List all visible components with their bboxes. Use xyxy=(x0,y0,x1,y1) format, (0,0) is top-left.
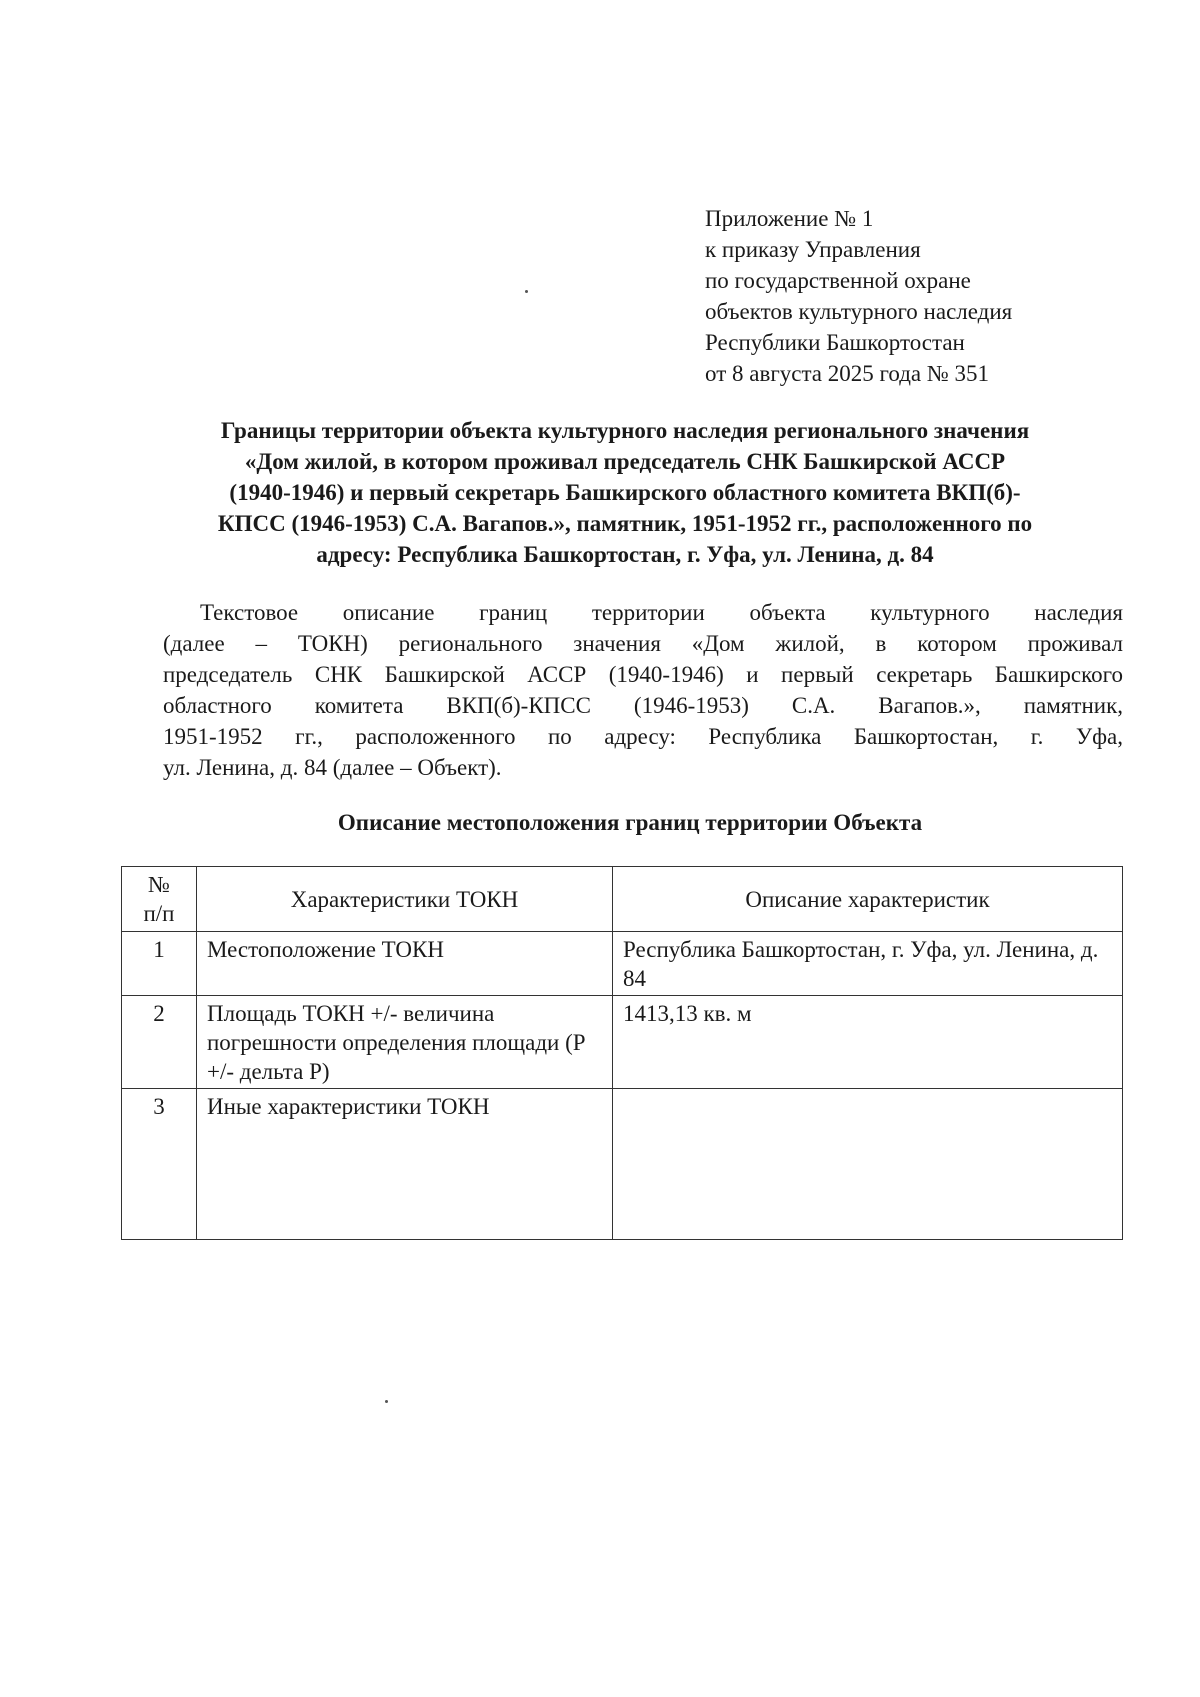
table-row xyxy=(122,996,1123,1089)
appendix-line: к приказу Управления xyxy=(705,237,921,262)
appendix-line: Республики Башкортостан xyxy=(705,330,965,355)
cell-description xyxy=(613,1089,1123,1240)
header-characteristic: Характеристики ТОКН xyxy=(197,867,613,932)
scan-speck xyxy=(385,1400,388,1403)
intro-line: Текстовое описание границ территории объекта культурного наследия xyxy=(200,600,1123,625)
header-description: Описание характеристик xyxy=(613,867,1123,932)
appendix-line: от 8 августа 2025 года № 351 xyxy=(705,361,990,386)
cell-num: 1 xyxy=(122,932,197,996)
table-row xyxy=(122,1089,1123,1240)
title-line: «Дом жилой, в котором проживал председатель СНК Башкирской АССР xyxy=(244,449,1006,474)
appendix-line: Приложение № 1 xyxy=(705,206,874,231)
intro-paragraph xyxy=(163,597,1123,783)
scan-speck xyxy=(525,290,528,293)
header-num-text: № п/п xyxy=(143,872,175,926)
title-line: (1940-1946) и первый секретарь Башкирского областного комитета ВКП(б)- xyxy=(229,480,1021,505)
document-title xyxy=(150,415,1100,570)
cell-characteristic: Местоположение ТОКН xyxy=(197,932,613,996)
intro-line: (далее – ТОКН) регионального значения «Дом жилой, в котором проживал xyxy=(163,631,1123,656)
appendix-line: объектов культурного наследия xyxy=(705,299,1013,324)
table-row xyxy=(122,932,1123,996)
appendix-line: по государственной охране xyxy=(705,268,971,293)
intro-line: областного комитета ВКП(б)-КПСС (1946-1953) С.А. Вагапов.», памятник, xyxy=(163,693,1123,718)
intro-line: ул. Ленина, д. 84 (далее – Объект). xyxy=(163,755,502,780)
cell-description: Республика Башкортостан, г. Уфа, ул. Ленина, д. 84 xyxy=(613,932,1123,996)
cell-characteristic: Иные характеристики ТОКН xyxy=(197,1089,613,1240)
cell-num: 3 xyxy=(122,1089,197,1240)
title-line: адресу: Республика Башкортостан, г. Уфа, ул. Ленина, д. 84 xyxy=(316,542,934,567)
cell-num: 2 xyxy=(122,996,197,1089)
intro-line: председатель СНК Башкирской АССР (1940-1946) и первый секретарь Башкирского xyxy=(163,662,1123,687)
characteristics-table xyxy=(121,866,1123,1240)
header-num xyxy=(122,867,197,932)
section-heading: Описание местоположения границ территории Объекта xyxy=(337,810,923,835)
title-line: Границы территории объекта культурного наследия регионального значения xyxy=(220,418,1030,443)
table-header-row xyxy=(122,867,1123,932)
cell-description: 1413,13 кв. м xyxy=(613,996,1123,1089)
intro-line: 1951-1952 гг., расположенного по адресу: Республика Башкортостан, г. Уфа, xyxy=(163,724,1123,749)
cell-characteristic: Площадь ТОКН +/- величина погрешности определения площади (Р +/- дельта Р) xyxy=(197,996,613,1089)
title-line: КПСС (1946-1953) С.А. Вагапов.», памятник, 1951-1952 гг., расположенного по xyxy=(217,511,1033,536)
appendix-block xyxy=(705,203,1012,389)
